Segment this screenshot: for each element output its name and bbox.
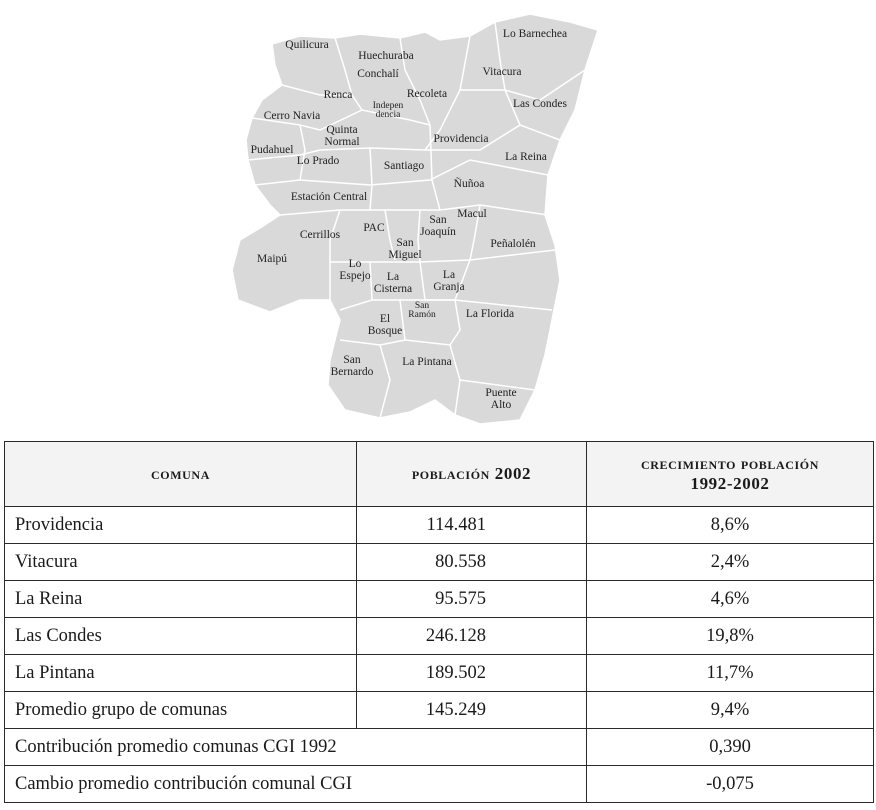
map-label-conchali: Conchalí (357, 68, 399, 80)
cell-summary-label: Cambio promedio contribución comunal CGI (5, 766, 587, 803)
cell-crecimiento: 19,8% (587, 618, 874, 655)
cell-poblacion: 145.249 (357, 692, 587, 729)
header-comuna: comuna (5, 442, 357, 507)
map-label-lo-prado: Lo Prado (296, 155, 340, 167)
cell-summary-value: -0,075 (587, 766, 874, 803)
map-label-la-cisterna: La Cisterna (373, 271, 413, 295)
map-label-providencia: Providencia (433, 133, 489, 145)
map-label-lo-espejo: Lo Espejo (339, 258, 371, 282)
cell-comuna: Promedio grupo de comunas (5, 692, 357, 729)
header-crecimiento-line2: 1992-2002 (690, 474, 770, 493)
map-label-quinta-normal: Quinta Normal (324, 124, 360, 148)
population-table-wrapper (4, 441, 873, 803)
table-row (5, 581, 874, 618)
map-label-puente-alto: Puente Alto (485, 387, 517, 411)
map-label-la-granja: La Granja (433, 269, 465, 293)
map-label-san-bernardo: San Bernardo (330, 354, 374, 378)
cell-comuna: La Pintana (5, 655, 357, 692)
cell-crecimiento: 2,4% (587, 544, 874, 581)
cell-crecimiento: 4,6% (587, 581, 874, 618)
cell-crecimiento: 8,6% (587, 507, 874, 544)
map-label-renca: Renca (323, 89, 353, 101)
table-row (5, 507, 874, 544)
map-label-nunoa: Ñuñoa (453, 178, 485, 190)
map-label-pudahuel: Pudahuel (250, 144, 294, 156)
map-label-pac: PAC (363, 222, 385, 234)
map-label-san-miguel: San Miguel (388, 237, 422, 261)
cell-summary-label: Contribución promedio comunas CGI 1992 (5, 729, 587, 766)
map-label-penalolen: Peñalolén (490, 238, 536, 250)
map-label-la-reina: La Reina (505, 151, 547, 163)
map-label-maipu: Maipú (256, 253, 288, 265)
cell-comuna: Las Condes (5, 618, 357, 655)
cell-crecimiento: 11,7% (587, 655, 874, 692)
map-label-recoleta: Recoleta (406, 88, 448, 100)
map-label-santiago: Santiago (383, 160, 425, 172)
map-label-san-ramon: San Ramón (408, 301, 436, 320)
map-label-cerrillos: Cerrillos (299, 229, 341, 241)
table-row-summary (5, 766, 874, 803)
population-table (4, 441, 874, 803)
map-label-vitacura: Vitacura (482, 66, 522, 78)
map-label-san-joaquin: San Joaquín (420, 214, 456, 238)
cell-comuna: La Reina (5, 581, 357, 618)
table-row (5, 655, 874, 692)
map-label-estacion-central: Estación Central (290, 191, 368, 203)
cell-comuna: Providencia (5, 507, 357, 544)
header-poblacion: población 2002 (357, 442, 587, 507)
cell-poblacion: 114.481 (357, 507, 587, 544)
map-label-huechuraba: Huechuraba (358, 50, 414, 62)
map-label-lo-barnechea: Lo Barnechea (502, 28, 568, 40)
cell-poblacion: 80.558 (357, 544, 587, 581)
cell-poblacion: 246.128 (357, 618, 587, 655)
map-label-quilicura: Quilicura (285, 39, 329, 51)
map-label-independencia: Indepen dencia (372, 101, 404, 120)
map-label-cerro-navia: Cerro Navia (263, 110, 321, 122)
map-label-el-bosque: El Bosque (367, 313, 403, 337)
table-row-average (5, 692, 874, 729)
table-row (5, 618, 874, 655)
table-header-row (5, 442, 874, 507)
cell-summary-value: 0,390 (587, 729, 874, 766)
cell-crecimiento: 9,4% (587, 692, 874, 729)
map-label-la-pintana: La Pintana (402, 356, 452, 368)
header-crecimiento (587, 442, 874, 507)
map-label-la-florida: La Florida (465, 308, 515, 320)
map-label-las-condes: Las Condes (513, 98, 567, 110)
cell-comuna: Vitacura (5, 544, 357, 581)
cell-poblacion: 189.502 (357, 655, 587, 692)
map-label-macul: Macul (457, 208, 487, 220)
table-row-summary (5, 729, 874, 766)
cell-poblacion: 95.575 (357, 581, 587, 618)
table-row (5, 544, 874, 581)
header-crecimiento-line1: crecimiento población (641, 454, 819, 473)
